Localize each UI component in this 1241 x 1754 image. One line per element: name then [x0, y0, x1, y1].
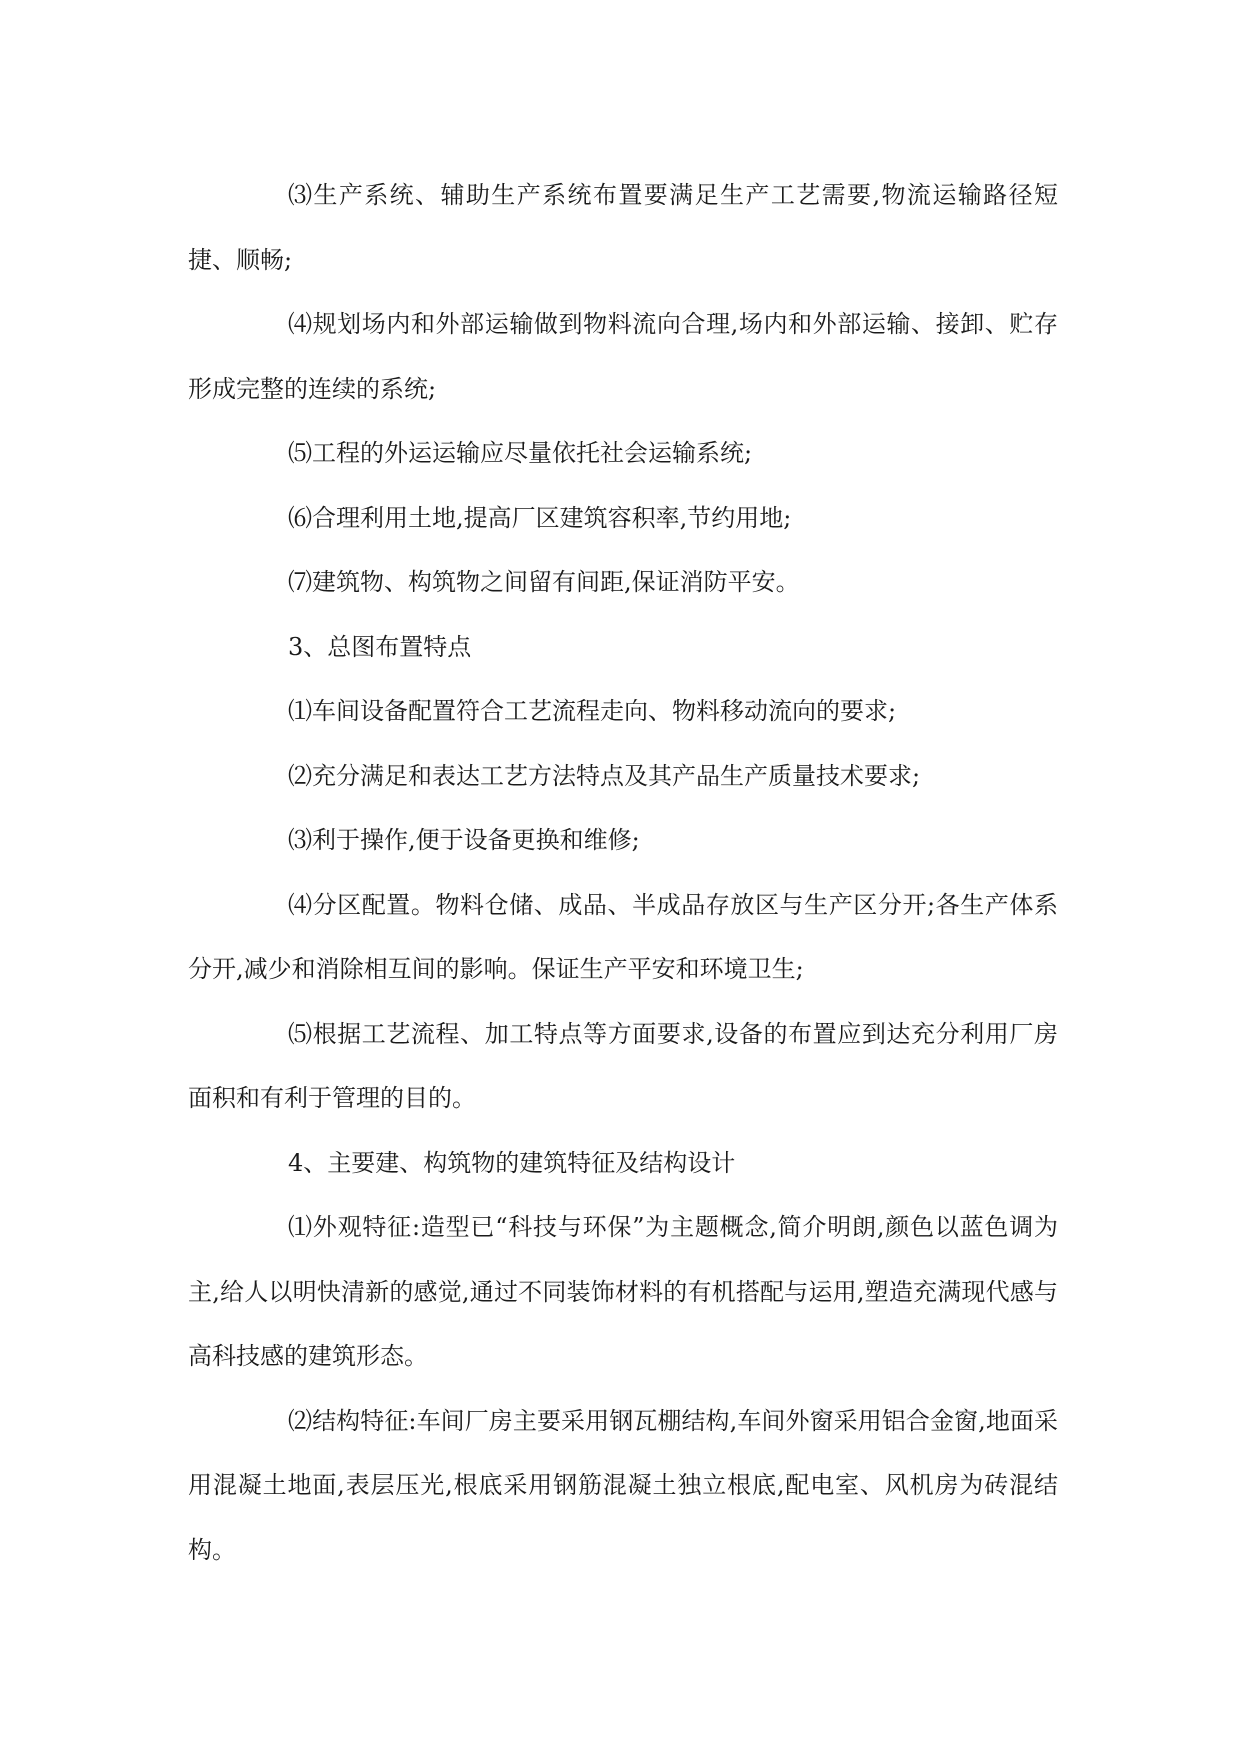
paragraph-3-operation-maintenance: ⑶利于操作,便于设备更换和维修;	[288, 826, 640, 854]
paragraph-1-equipment-config: ⑴车间设备配置符合工艺流程走向、物料移动流向的要求;	[288, 697, 897, 725]
document-body	[188, 163, 1058, 1582]
paragraph-5-external-transport: ⑸工程的外运运输应尽量依托社会运输系统;	[288, 439, 753, 467]
paragraph-6-land-use: ⑹合理利用土地,提高厂区建筑容积率,节约用地;	[288, 503, 792, 532]
section-heading-4-building-features: 4、主要建、构筑物的建筑特征及结构设计	[288, 1148, 736, 1177]
paragraph-4-transport-planning: ⑷规划场内和外部运输做到物料流向合理,场内和外部运输、接卸、贮存形成完整的连续的系统;	[188, 310, 1058, 403]
section-heading-3-layout-features: 3、总图布置特点	[288, 632, 472, 661]
paragraph-4-zoning: ⑷分区配置。物料仓储、成品、半成品存放区与生产区分开;各生产体系分开,减少和消除相互间的影响。保证生产平安和环境卫生;	[188, 890, 1058, 983]
paragraph-3-production-system: ⑶生产系统、辅助生产系统布置要满足生产工艺需要,物流运输路径短捷、顺畅;	[188, 181, 1058, 274]
paragraph-5-equipment-layout: ⑸根据工艺流程、加工特点等方面要求,设备的布置应到达充分利用厂房面积和有利于管理的目的。	[188, 1019, 1058, 1112]
paragraph-2-process-requirements: ⑵充分满足和表达工艺方法特点及其产品生产质量技术要求;	[288, 761, 921, 790]
paragraph-1-appearance: ⑴外观特征:造型已“科技与环保”为主题概念,简介明朗,颜色以蓝色调为主,给人以明快清新的感觉,通过不同装饰材料的有机搭配与运用,塑造充满现代感与高科技感的建筑形态。	[188, 1213, 1058, 1370]
paragraph-2-structure: ⑵结构特征:车间厂房主要采用钢瓦棚结构,车间外窗采用铝合金窗,地面采用混凝土地面,表层压光,根底采用钢筋混凝土独立根底,配电室、风机房为砖混结构。	[188, 1406, 1058, 1564]
paragraph-7-fire-spacing: ⑺建筑物、构筑物之间留有间距,保证消防平安。	[288, 568, 800, 596]
